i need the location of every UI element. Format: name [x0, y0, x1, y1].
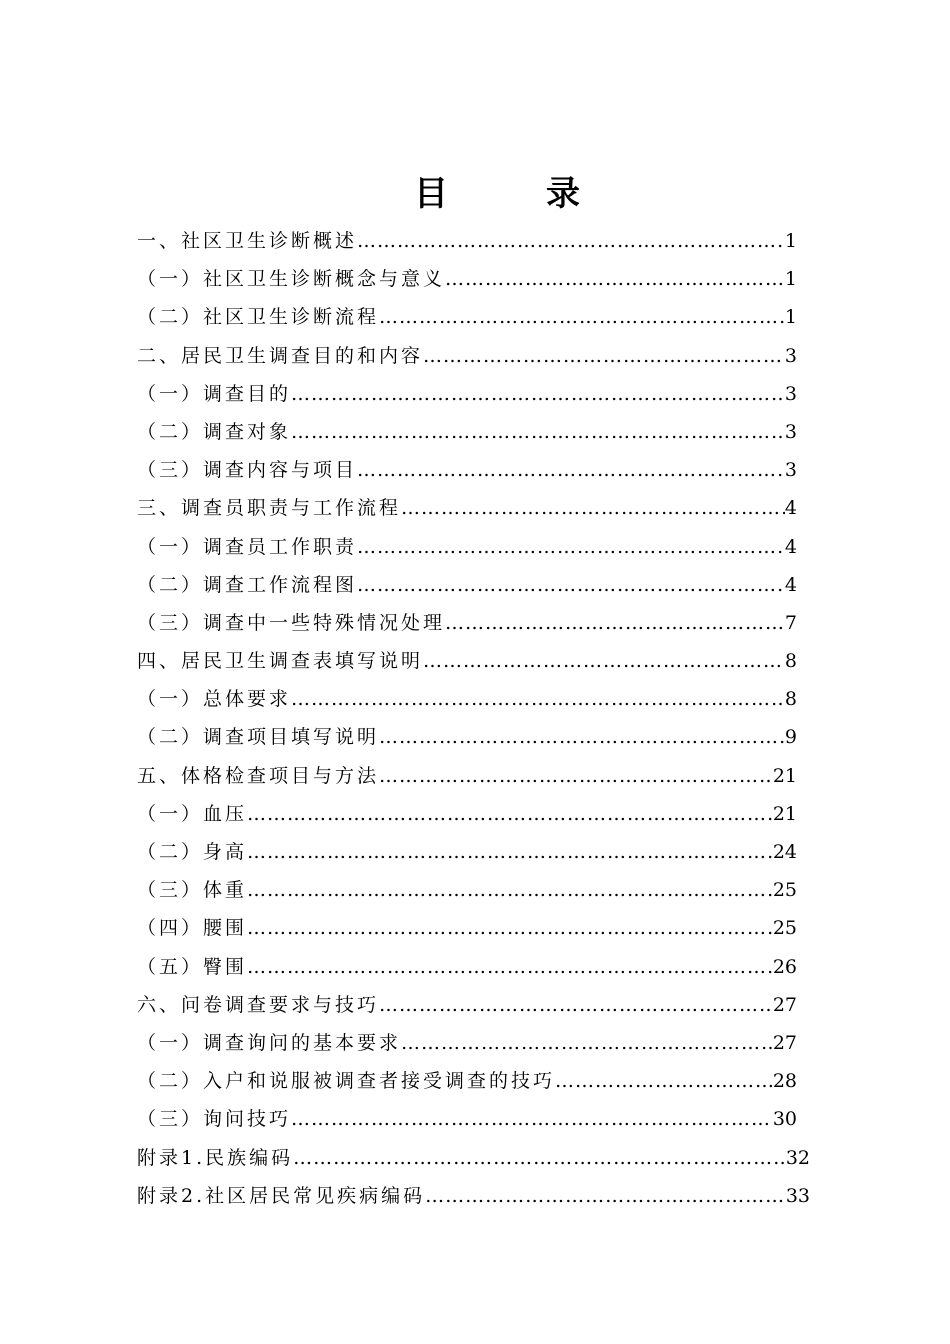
toc-entry-text: 二、居民卫生调查目的和内容 — [137, 344, 424, 367]
toc-leader-dots — [357, 536, 785, 558]
toc-leader-dots — [291, 421, 785, 443]
toc-leader-dots — [357, 574, 785, 596]
toc-leader-dots — [445, 268, 785, 290]
toc-entry — [137, 837, 797, 875]
toc-entry-text: 三、调查员职责与工作流程 — [137, 497, 402, 520]
toc-leader-dots — [291, 383, 785, 405]
toc-page-number: 7 — [784, 611, 797, 634]
toc-entry-text: （一）调查目的 — [137, 382, 292, 405]
toc-leader-dots — [423, 650, 785, 672]
toc-entry — [137, 952, 797, 990]
toc-page-number: 3 — [784, 459, 797, 482]
toc-entry-text: （一）调查员工作职责 — [137, 535, 358, 558]
toc-entry-text: （二）入户和说服被调查者接受调查的技巧 — [137, 1070, 556, 1093]
toc-entry — [137, 302, 797, 340]
toc-entry — [137, 264, 797, 302]
toc-entry-text: （五）臀围 — [137, 955, 248, 978]
toc-entry — [137, 913, 797, 951]
toc-leader-dots — [247, 917, 773, 939]
toc-leader-dots — [425, 1185, 786, 1207]
toc-entry — [137, 379, 797, 417]
toc-page-number: 4 — [784, 573, 797, 596]
toc-leader-dots — [379, 765, 773, 787]
toc-leader-dots — [379, 726, 785, 748]
toc-entry-text: 附录2.社区居民常见疾病编码 — [137, 1184, 426, 1207]
toc-page-number: 9 — [784, 726, 797, 749]
toc-entry-text: （一）调查询问的基本要求 — [137, 1031, 402, 1054]
toc-leader-dots — [401, 1032, 773, 1054]
toc-leader-dots — [247, 803, 773, 825]
toc-page-number: 25 — [772, 917, 797, 940]
toc-entry-text: （二）调查工作流程图 — [137, 573, 358, 596]
toc-entry — [137, 1028, 797, 1066]
toc-leader-dots — [555, 1070, 773, 1092]
toc-entry — [137, 417, 797, 455]
toc-page-number: 30 — [772, 1108, 797, 1131]
toc-entry — [137, 1066, 797, 1104]
toc-entry — [137, 990, 797, 1028]
toc-entry — [137, 570, 797, 608]
toc-page-number: 8 — [784, 688, 797, 711]
toc-entry-text: 附录1.民族编码 — [137, 1146, 294, 1169]
toc-page-number: 26 — [772, 955, 797, 978]
toc-list — [137, 226, 810, 1219]
toc-leader-dots — [401, 497, 785, 519]
toc-entry-text: （二）身高 — [137, 841, 248, 863]
toc-entry — [137, 532, 797, 570]
toc-leader-dots — [247, 879, 773, 901]
toc-entry-text: （一）社区卫生诊断概念与意义 — [137, 268, 446, 291]
toc-leader-dots — [357, 459, 785, 481]
toc-entry — [137, 608, 797, 646]
toc-entry-text: （三）体重 — [137, 879, 248, 902]
toc-entry — [137, 646, 797, 684]
toc-page-number: 25 — [772, 879, 797, 902]
toc-entry — [137, 1104, 797, 1142]
toc-entry-text: （一）总体要求 — [137, 688, 292, 711]
toc-entry-text: 五、体格检查项目与方法 — [137, 764, 380, 787]
toc-page-number: 3 — [784, 420, 797, 443]
toc-page-number: 27 — [772, 993, 797, 1016]
toc-page-number: 4 — [784, 535, 797, 558]
toc-entry-text: 四、居民卫生调查表填写说明 — [137, 650, 424, 673]
toc-page-number: 28 — [772, 1070, 797, 1093]
toc-leader-dots — [291, 1108, 773, 1130]
toc-title: 目 录 — [414, 174, 612, 214]
toc-leader-dots — [423, 345, 785, 367]
toc-leader-dots — [379, 994, 773, 1016]
toc-page-number: 24 — [772, 841, 797, 863]
toc-entry-text: （三）调查内容与项目 — [137, 459, 358, 482]
toc-entry — [137, 799, 797, 837]
toc-leader-dots — [291, 688, 785, 710]
toc-leader-dots — [379, 306, 785, 328]
toc-entry-text: （一）血压 — [137, 802, 248, 825]
toc-entry — [137, 1181, 810, 1219]
toc-page-number: 8 — [784, 650, 797, 673]
toc-page-number: 1 — [784, 268, 797, 291]
toc-leader-dots — [357, 230, 785, 252]
toc-entry-text: 六、问卷调查要求与技巧 — [137, 993, 380, 1016]
toc-entry-text: （二）调查对象 — [137, 420, 292, 443]
toc-page-number: 33 — [785, 1184, 810, 1207]
toc-entry-text: （三）询问技巧 — [137, 1108, 292, 1131]
toc-entry-text: （二）社区卫生诊断流程 — [137, 306, 380, 329]
toc-entry — [137, 226, 797, 264]
toc-entry — [137, 684, 797, 722]
toc-entry — [137, 493, 797, 531]
toc-page-number: 21 — [772, 764, 797, 787]
toc-entry-text: 一、社区卫生诊断概述 — [137, 230, 358, 252]
toc-entry-text: （二）调查项目填写说明 — [137, 726, 380, 749]
toc-page-number: 1 — [784, 230, 797, 252]
toc-entry — [137, 875, 797, 913]
toc-entry — [137, 722, 797, 760]
toc-entry-text: （三）调查中一些特殊情况处理 — [137, 611, 446, 634]
toc-leader-dots — [445, 612, 785, 634]
toc-page-number: 3 — [784, 382, 797, 405]
toc-page-number: 4 — [784, 497, 797, 520]
toc-page-number: 27 — [772, 1031, 797, 1054]
toc-entry — [137, 455, 797, 493]
toc-leader-dots — [293, 1147, 786, 1169]
toc-entry — [137, 341, 797, 379]
toc-leader-dots — [247, 956, 773, 978]
toc-entry — [137, 1143, 810, 1181]
toc-entry — [137, 761, 797, 799]
toc-page-number: 3 — [784, 344, 797, 367]
toc-leader-dots — [247, 841, 773, 863]
toc-page-number: 1 — [784, 306, 797, 329]
toc-page-number: 32 — [785, 1146, 810, 1169]
toc-entry-text: （四）腰围 — [137, 917, 248, 940]
toc-page-number: 21 — [772, 802, 797, 825]
